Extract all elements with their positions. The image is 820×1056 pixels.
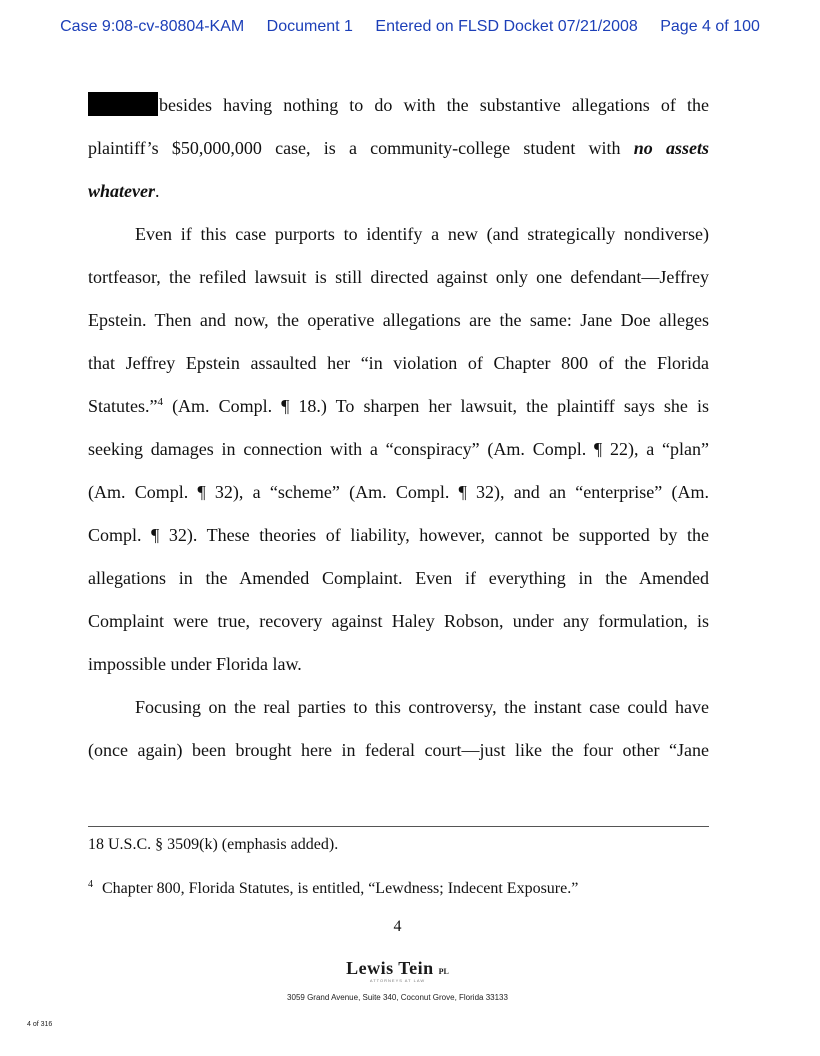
firm-name: Lewis Tein	[346, 958, 434, 978]
document-body	[88, 84, 709, 772]
firm-address: 3059 Grand Avenue, Suite 340, Coconut Grove, Florida 33133	[287, 993, 508, 1002]
docket-header	[0, 18, 820, 36]
paragraph-2-line-3: Epstein. Then and now, the operative allegations are the same: Jane Doe alleges	[88, 310, 709, 330]
document-number: Document 1	[266, 18, 353, 35]
paragraph-2-line-5: Statutes.”$^4$ (Am. Compl. ¶ 18.) To sharpen her lawsuit, the plaintiff says she is	[88, 396, 709, 416]
paragraph-2-line-7: (Am. Compl. ¶ 32), a “scheme” (Am. Compl. ¶ 32), and an “enterprise” (Am.	[88, 482, 709, 502]
footnote-4-reference: 4	[157, 396, 163, 408]
paragraph-3-line-1: Focusing on the real parties to this controversy, the instant case could have	[135, 697, 709, 717]
bates-page-count: 4 of 316	[27, 1021, 53, 1028]
footnote-continuation: 18 U.S.C. § 3509(k) (emphasis added).	[88, 836, 339, 853]
paragraph-2-line-4: that Jeffrey Epstein assaulted her “in violation of Chapter 800 of the Florida	[88, 353, 709, 373]
footnote-divider	[88, 826, 709, 827]
paragraph-1-line-2: plaintiff’s $50,000,000 case, is a community-college student with no assets	[88, 138, 710, 158]
paragraph-2-line-9: allegations in the Amended Complaint. Even if everything in the Amended	[88, 568, 709, 588]
footnote-4	[88, 880, 578, 898]
paragraph-2-line-8: Compl. ¶ 32). These theories of liability, however, cannot be supported by the	[88, 525, 709, 545]
paragraph-1-line-3: whatever.	[88, 181, 160, 201]
case-number: Case 9:08-cv-80804-KAM	[60, 18, 245, 35]
redaction-block	[88, 92, 158, 116]
docket-entry-date: Entered on FLSD Docket 07/21/2008	[375, 18, 638, 35]
emphasis-no-assets: no assets	[633, 138, 710, 158]
paragraph-2-line-11: impossible under Florida law.	[88, 654, 302, 674]
paragraph-2-line-6: seeking damages in connection with a “conspiracy” (Am. Compl. ¶ 22), a “plan”	[88, 439, 709, 459]
paragraph-2-line-1: Even if this case purports to identify a new (and strategically nondiverse)	[135, 224, 709, 244]
page-number: 4	[393, 918, 402, 935]
header-page-indicator: Page 4 of 100	[660, 18, 760, 35]
firm-tagline: ATTORNEYS AT LAW	[369, 978, 426, 983]
paragraph-3-line-2: (once again) been brought here in federal court—just like the four other “Jane	[88, 740, 709, 760]
paragraph-2-line-2: tortfeasor, the refiled lawsuit is still directed against only one defendant—Jeffrey	[88, 267, 709, 287]
firm-suffix: PL	[438, 967, 449, 976]
footnote-4-number: 4	[88, 878, 93, 890]
footnote-4-text: Chapter 800, Florida Statutes, is entitled, “Lewdness; Indecent Exposure.”	[102, 880, 579, 897]
paragraph-2-line-10: Complaint were true, recovery against Haley Robson, under any formulation, is	[88, 611, 709, 631]
paragraph-1-line-1: besides having nothing to do with the substantive allegations of the	[88, 84, 709, 127]
emphasis-whatever: whatever	[88, 181, 155, 201]
firm-logo	[0, 958, 795, 979]
